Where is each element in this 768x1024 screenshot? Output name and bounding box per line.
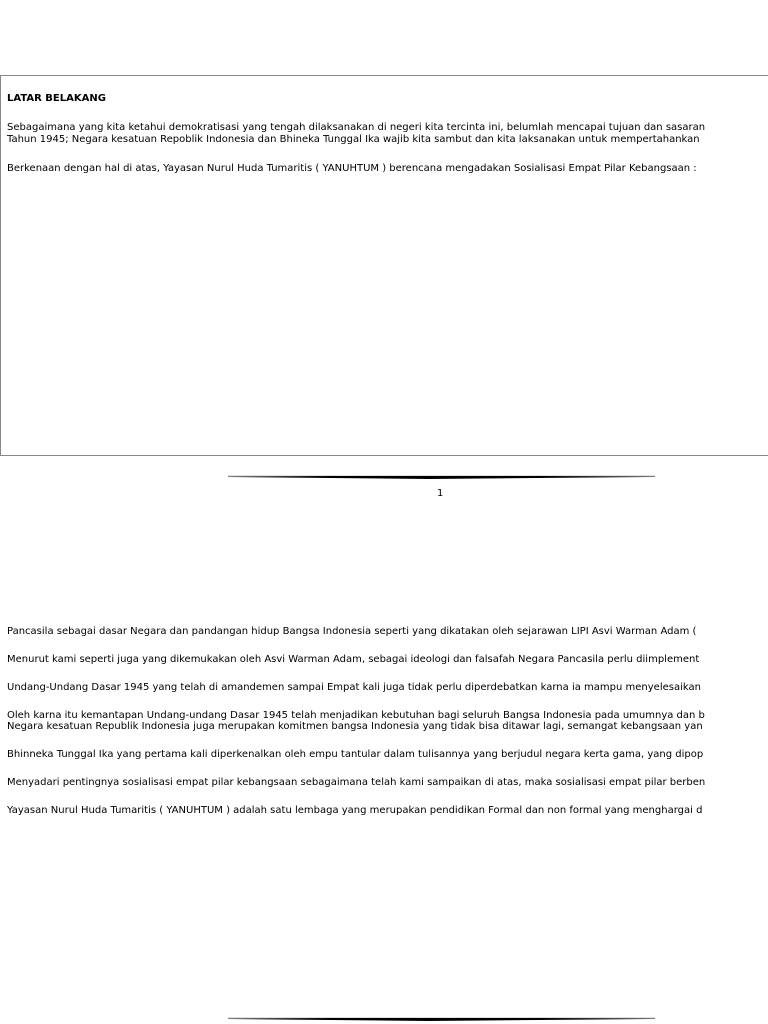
section-heading: LATAR BELAKANG: [7, 93, 106, 104]
page-2-paragraph-menurut: Menurut kami seperti juga yang dikemukakan oleh Asvi Warman Adam, sebagai ideologi dan falsafah Negara Pancasila perlu diimplement: [7, 654, 700, 665]
page-2-paragraph-pancasila: Pancasila sebagai dasar Negara dan pandangan hidup Bangsa Indonesia seperti yang dikatakan oleh sejarawan LIPI Asvi Warman Adam (: [7, 626, 697, 637]
page-number: 1: [437, 488, 444, 499]
paragraph-1-line-1: Sebagaimana yang kita ketahui demokratisasi yang tengah dilaksanakan di negeri kita tercinta ini, belumlah mencapai tujuan dan sasaran: [7, 122, 706, 133]
page-2-paragraph-bhinneka: Bhinneka Tunggal Ika yang pertama kali diperkenalkan oleh empu tantular dalam tulisannya yang berjudul negara kerta gama, yang dipop: [7, 749, 704, 760]
page-2-paragraph-oleh-karna: Oleh karna itu kemantapan Undang-undang Dasar 1945 telah menjadikan kebutuhan bagi seluruh Bangsa Indonesia pada umumnya dan b: [7, 710, 705, 721]
page-2-footer-rule: [228, 1017, 655, 1021]
paragraph-1-line-2: Tahun 1945; Negara kesatuan Repoblik Indonesia dan Bhineka Tunggal Ika wajib kita sambut dan kita laksanakan untuk mempertahankan: [7, 134, 700, 145]
page-2-paragraph-uud: Undang-Undang Dasar 1945 yang telah di amandemen sampai Empat kali juga tidak perlu diperdebatkan karna ia mampu menyelesaikan: [7, 682, 701, 693]
page-2-paragraph-menyadari: Menyadari pentingnya sosialisasi empat pilar kebangsaan sebagaimana telah kami sampaikan di atas, maka sosialisasi empat pilar berben: [7, 777, 706, 788]
page-2-paragraph-nkri: Negara kesatuan Republik Indonesia juga merupakan komitmen bangsa Indonesia yang tidak bisa ditawar lagi, semangat kebangsaan yan: [7, 721, 703, 732]
page-1-footer-rule: [228, 475, 655, 479]
paragraph-2: Berkenaan dengan hal di atas, Yayasan Nurul Huda Tumaritis ( YANUHTUM ) berencana mengadakan Sosialisasi Empat Pilar Kebangsaan :: [7, 163, 697, 174]
page-2-paragraph-yayasan: Yayasan Nurul Huda Tumaritis ( YANUHTUM ) adalah satu lembaga yang merupakan pendidikan Formal dan non formal yang menghargai d: [7, 805, 703, 816]
